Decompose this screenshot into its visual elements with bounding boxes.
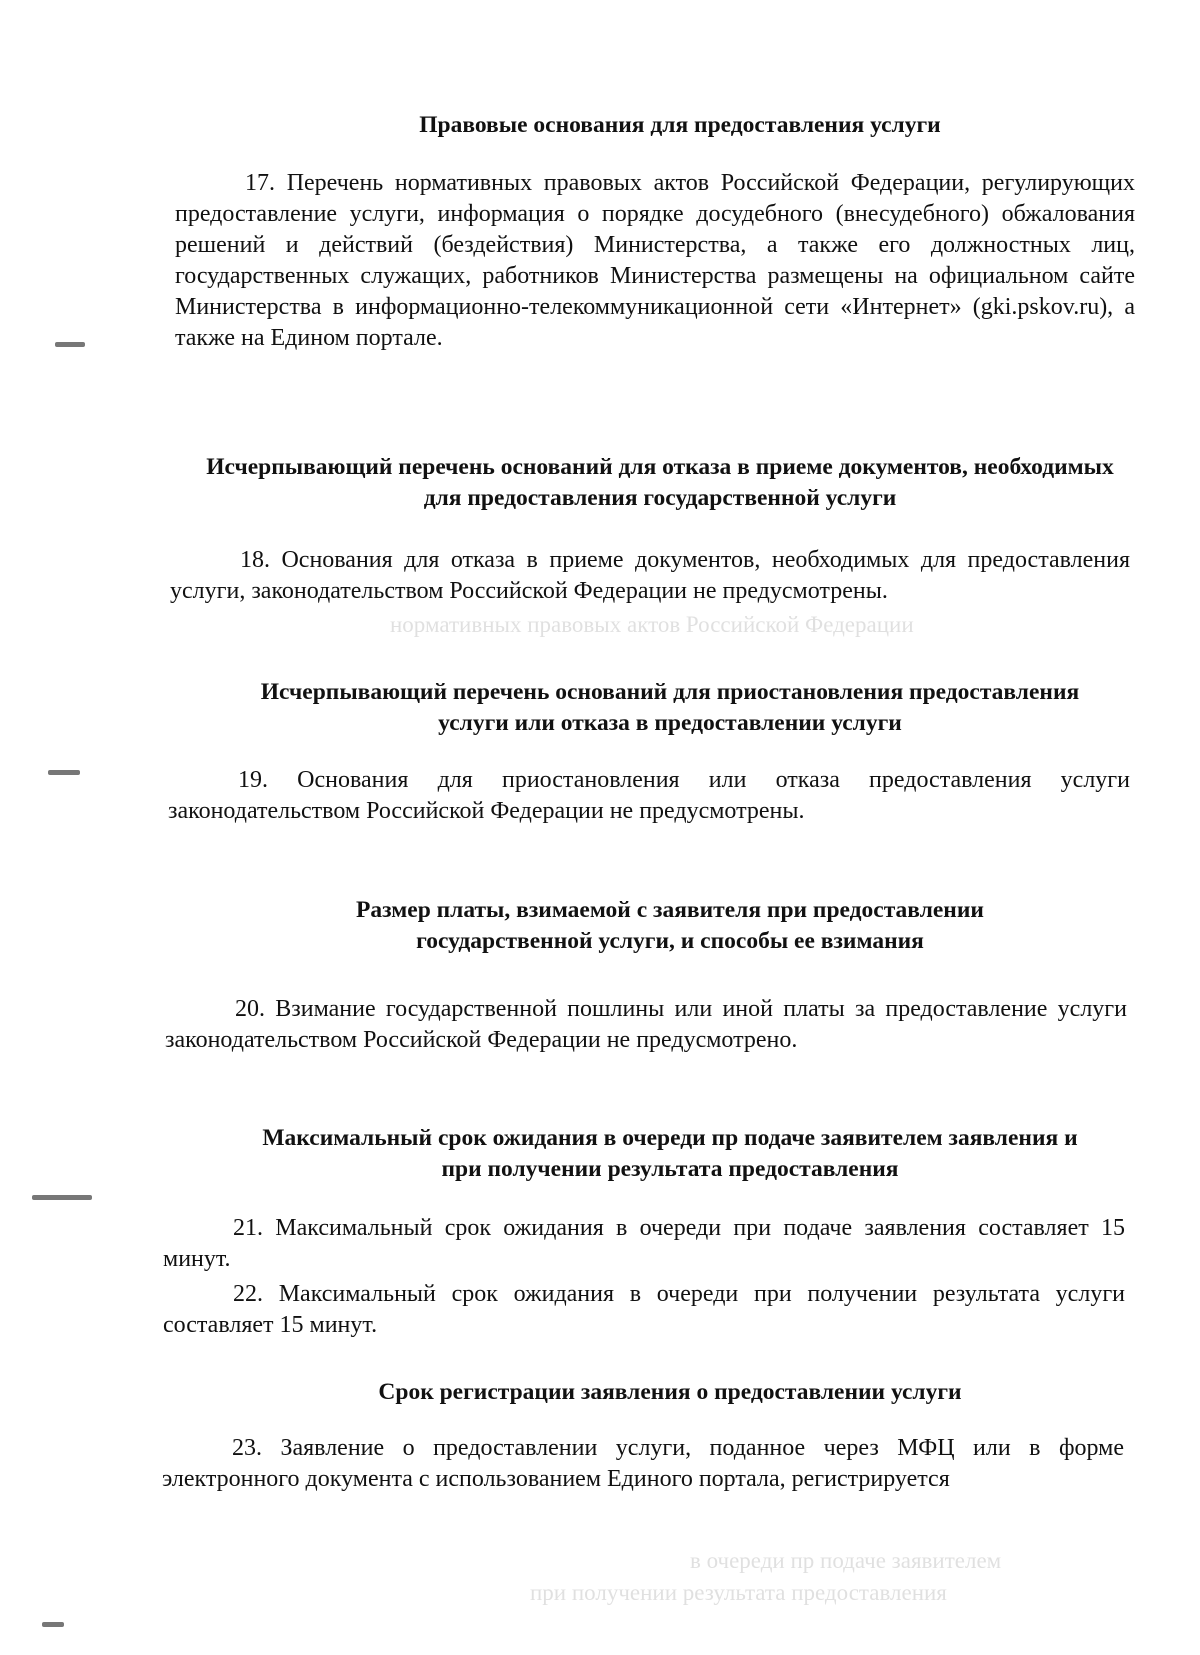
scan-mark xyxy=(42,1622,64,1627)
bleed-through-text: в очереди пр подаче заявителем xyxy=(690,1548,1002,1573)
scan-mark xyxy=(32,1195,92,1200)
paragraph-text: 17. Перечень нормативных правовых актов Российской Федерации, регулирующих предоставление услуги, информация о порядке досудебного (внесудебного) обжалования решений и действий (бездействия) Министерства, а также его должностных лиц, государственных служащих, работников Министерства размещены на официальном сайте Министерства в информационно-телекоммуникационной сети «Интернет» (gki.pskov.ru), а также на Едином портале. xyxy=(175,170,1135,351)
section-heading: Размер платы, взимаемой с заявителя при предоставлении государственной услуги, и способы ее взимания xyxy=(356,897,984,954)
section-heading: Исчерпывающий перечень оснований для отказа в приеме документов, необходимых для предоставления государственной услуги xyxy=(206,454,1114,511)
bleed-through-text: нормативных правовых актов Российской Федерации xyxy=(390,612,914,637)
paragraph xyxy=(168,765,1130,827)
paragraph xyxy=(165,994,1127,1056)
section-heading: Исчерпывающий перечень оснований для приостановления предоставления услуги или отказа в предоставлении услуги xyxy=(260,679,1080,736)
paragraph-text: 21. Максимальный срок ожидания в очереди при подаче заявления составляет 15 минут. xyxy=(163,1215,1125,1272)
paragraph xyxy=(163,1213,1125,1275)
bleed-through-text: при получении результата предоставления xyxy=(530,1580,947,1605)
scan-mark xyxy=(55,342,85,347)
paragraph-text: 20. Взимание государственной пошлины или иной платы за предоставление услуги законодательством Российской Федерации не предусмотрено. xyxy=(165,996,1127,1053)
paragraph xyxy=(175,168,1135,354)
paragraph-text: 22. Максимальный срок ожидания в очереди при получении результата услуги составляет 15 минут. xyxy=(163,1281,1125,1338)
paragraph-text: 18. Основания для отказа в приеме документов, необходимых для предоставления услуги, законодательством Российской Федерации не предусмотрены. xyxy=(170,547,1130,604)
section-heading: Срок регистрации заявления о предоставлении услуги xyxy=(378,1379,962,1405)
paragraph xyxy=(162,1433,1124,1495)
section-heading: Максимальный срок ожидания в очереди пр подаче заявителем заявления и при получении результата предоставления xyxy=(262,1125,1078,1182)
paragraph-text: 23. Заявление о предоставлении услуги, поданное через МФЦ или в форме электронного документа с использованием Единого портала, регистрируется xyxy=(162,1435,1124,1492)
paragraph xyxy=(170,545,1130,607)
section-heading: Правовые основания для предоставления услуги xyxy=(419,112,941,138)
paragraph-text: 19. Основания для приостановления или отказа предоставления услуги законодательством Российской Федерации не предусмотрены. xyxy=(168,767,1130,824)
paragraph xyxy=(163,1279,1125,1341)
scan-mark xyxy=(48,770,80,775)
